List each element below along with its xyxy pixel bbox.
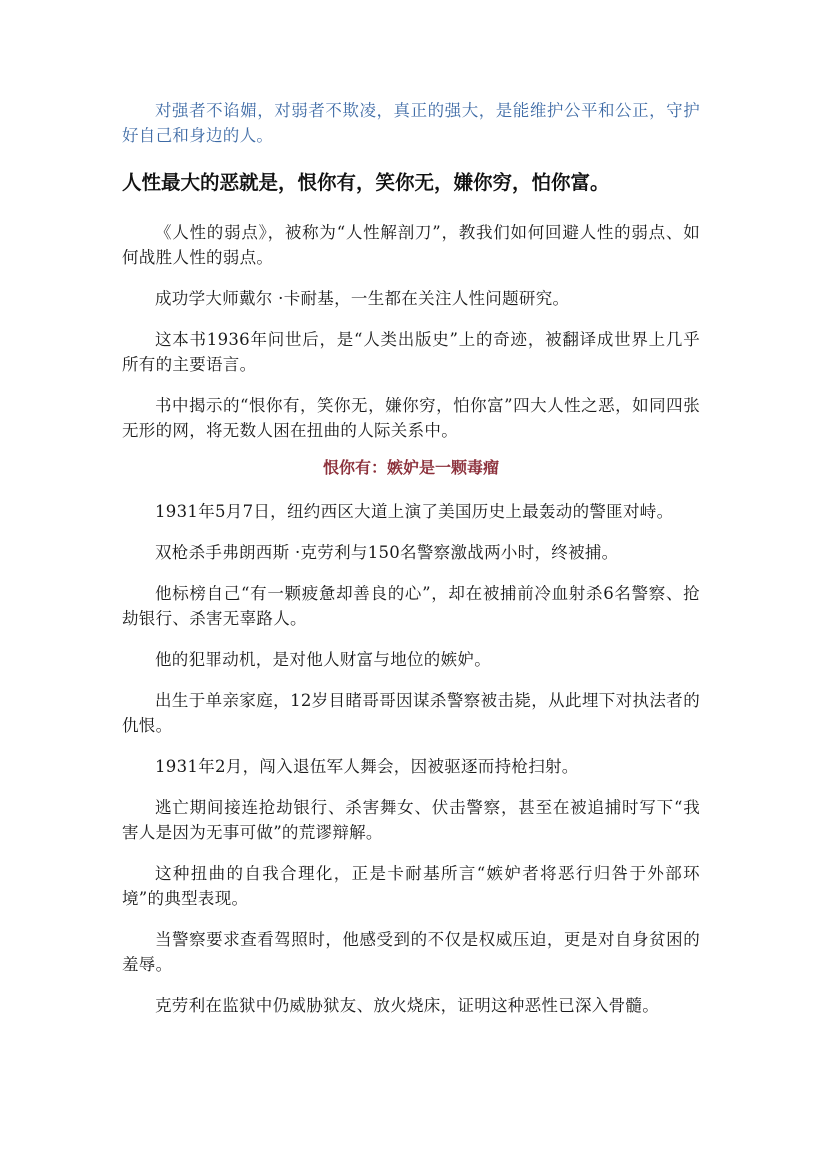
intro-paragraph-2: 成功学大师戴尔 ·卡耐基，一生都在关注人性问题研究。 (155, 289, 570, 308)
section-paragraph-3: 他标榜自己“有一颗疲惫却善良的心”，却在被捕前冷血射杀6名警察、抢劫银行、杀害无辜路人。 (122, 584, 700, 628)
intro-paragraph-1: 《人性的弱点》，被称为“人性解剖刀”，教我们如何回避人性的弱点、如何战胜人性的弱点。 (122, 223, 700, 267)
section-paragraph-1: 1931年5月7日，纽约西区大道上演了美国历史上最轰动的警匪对峙。 (155, 502, 674, 521)
intro-paragraph-3: 这本书1936年问世后，是“人类出版史”上的奇迹，被翻译成世界上几乎所有的主要语言。 (122, 330, 700, 374)
section-title: 恨你有：嫉妒是一颗毒瘤 (322, 458, 499, 477)
section-paragraph-5: 出生于单亲家庭，12岁目睹哥哥因谋杀警察被击毙，从此埋下对执法者的仇恨。 (122, 691, 700, 735)
intro-paragraph-4: 书中揭示的“恨你有，笑你无，嫌你穷，怕你富”四大人性之恶，如同四张无形的网，将无数人困在扭曲的人际关系中。 (122, 396, 700, 440)
section-paragraph-10: 克劳利在监狱中仍威胁狱友、放火烧床，证明这种恶性已深入骨髓。 (155, 996, 659, 1015)
section-paragraph-8: 这种扭曲的自我合理化，正是卡耐基所言“嫉妒者将恶行归咎于外部环境”的典型表现。 (122, 864, 700, 908)
article-headline: 人性最大的恶就是，恨你有，笑你无，嫌你穷，怕你富。 (122, 171, 610, 194)
section-paragraph-7: 逃亡期间接连抢劫银行、杀害舞女、伏击警察，甚至在被追捕时写下“我害人是因为无事可做”的荒谬辩解。 (122, 798, 700, 842)
section-paragraph-9: 当警察要求查看驾照时，他感受到的不仅是权威压迫，更是对自身贫困的羞辱。 (122, 930, 700, 974)
section-paragraph-2: 双枪杀手弗朗西斯 ·克劳利与150名警察激战两小时，终被捕。 (155, 543, 619, 562)
article-body (122, 98, 700, 1034)
opening-quote: 对强者不谄媚，对弱者不欺凌，真正的强大，是能维护公平和公正，守护好自己和身边的人。 (122, 101, 700, 145)
section-paragraph-6: 1931年2月，闯入退伍军人舞会，因被驱逐而持枪扫射。 (155, 757, 579, 776)
section-paragraph-4: 他的犯罪动机，是对他人财富与地位的嫉妒。 (155, 650, 491, 669)
